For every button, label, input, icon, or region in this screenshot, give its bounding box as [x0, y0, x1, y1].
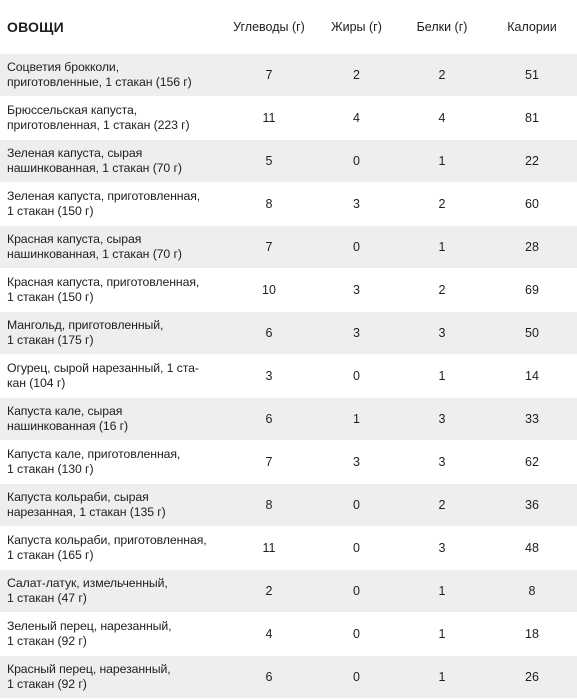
- vegetable-name-cell: Капуста кале, приготовленная, 1 стакан (130 г): [7, 447, 181, 476]
- table-row: [0, 355, 577, 398]
- vegetable-name-cell: Зеленая капуста, сырая нашинкованная, 1 стакан (70 г): [7, 146, 182, 175]
- protein-cell: 3: [438, 412, 446, 426]
- protein-cell: 1: [438, 240, 446, 254]
- fat-cell: 1: [353, 412, 360, 426]
- fat-cell: 4: [353, 111, 360, 125]
- vegetable-name-cell: Капуста кольраби, сырая нарезанная, 1 стакан (135 г): [7, 490, 166, 519]
- fat-cell: 0: [353, 541, 360, 555]
- carbs-cell: 6: [265, 412, 273, 426]
- table-row: [0, 312, 577, 355]
- calories-cell: 28: [525, 240, 539, 254]
- header-carbs: Углеводы (г): [233, 20, 305, 34]
- protein-cell: 2: [438, 68, 446, 82]
- calories-cell: 33: [525, 412, 539, 426]
- carbs-cell: 11: [262, 111, 276, 125]
- table-row: [0, 183, 577, 226]
- vegetable-name-cell: Красная капуста, приготовленная, 1 стакан (150 г): [7, 275, 200, 304]
- fat-cell: 3: [353, 283, 360, 297]
- protein-cell: 3: [438, 541, 446, 555]
- table-header: [0, 0, 577, 54]
- header-vegetables: ОВОЩИ: [7, 19, 64, 35]
- calories-cell: 62: [525, 455, 539, 469]
- vegetable-name-cell: Мангольд, приготовленный, 1 стакан (175 г): [7, 318, 164, 347]
- fat-cell: 3: [353, 197, 360, 211]
- table-row: [0, 570, 577, 613]
- calories-cell: 60: [525, 197, 539, 211]
- table-row: [0, 398, 577, 441]
- fat-cell: 0: [353, 670, 360, 684]
- fat-cell: 0: [353, 584, 360, 598]
- protein-cell: 2: [438, 498, 446, 512]
- protein-cell: 1: [438, 154, 446, 168]
- table-row: [0, 527, 577, 570]
- vegetable-name-cell: Соцветия брокколи, приготовленные, 1 стакан (156 г): [7, 60, 192, 89]
- protein-cell: 1: [438, 584, 446, 598]
- protein-cell: 2: [438, 197, 446, 211]
- carbs-cell: 7: [265, 240, 273, 254]
- calories-cell: 48: [525, 541, 539, 555]
- header-protein: Белки (г): [416, 20, 468, 34]
- vegetable-name-cell: Капуста кольраби, приготовленная, 1 стакан (165 г): [7, 533, 207, 562]
- fat-cell: 0: [353, 154, 360, 168]
- fat-cell: 3: [353, 326, 360, 340]
- table-row: [0, 441, 577, 484]
- vegetable-name-cell: Зеленая капуста, приготовленная, 1 стакан (150 г): [7, 189, 201, 218]
- protein-cell: 4: [438, 111, 446, 125]
- carbs-cell: 6: [265, 326, 273, 340]
- calories-cell: 22: [525, 154, 539, 168]
- table-row: [0, 656, 577, 699]
- table-row: [0, 54, 577, 97]
- carbs-cell: 6: [265, 670, 273, 684]
- carbs-cell: 7: [265, 68, 273, 82]
- fat-cell: 0: [353, 498, 360, 512]
- vegetable-name-cell: Брюссельская капуста, приготовленная, 1 стакан (223 г): [7, 103, 190, 132]
- header-fat: Жиры (г): [331, 20, 382, 34]
- vegetable-name-cell: Салат-латук, измельченный, 1 стакан (47 г): [7, 576, 168, 605]
- protein-cell: 3: [438, 326, 446, 340]
- table-row: [0, 613, 577, 656]
- carbs-cell: 2: [265, 584, 273, 598]
- fat-cell: 0: [353, 369, 360, 383]
- protein-cell: 3: [438, 455, 446, 469]
- carbs-cell: 8: [265, 197, 273, 211]
- fat-cell: 3: [353, 455, 360, 469]
- protein-cell: 1: [438, 627, 446, 641]
- table-row: [0, 140, 577, 183]
- table-row: [0, 97, 577, 140]
- table-body: [0, 54, 577, 699]
- calories-cell: 50: [525, 326, 539, 340]
- fat-cell: 2: [353, 68, 360, 82]
- calories-cell: 51: [525, 68, 539, 82]
- protein-cell: 1: [438, 670, 446, 684]
- calories-cell: 8: [528, 584, 536, 598]
- carbs-cell: 3: [265, 369, 273, 383]
- calories-cell: 18: [525, 627, 539, 641]
- carbs-cell: 4: [265, 627, 273, 641]
- vegetable-name-cell: Красная капуста, сырая нашинкованная, 1 стакан (70 г): [7, 232, 182, 261]
- table-row: [0, 484, 577, 527]
- calories-cell: 14: [525, 369, 539, 383]
- carbs-cell: 8: [265, 498, 273, 512]
- protein-cell: 1: [438, 369, 446, 383]
- fat-cell: 0: [353, 627, 360, 641]
- vegetable-name-cell: Капуста кале, сырая нашинкованная (16 г): [7, 404, 129, 433]
- vegetable-name-cell: Огурец, сырой нарезанный, 1 ста- кан (104 г): [7, 361, 199, 390]
- carbs-cell: 10: [262, 283, 276, 297]
- vegetable-name-cell: Красный перец, нарезанный, 1 стакан (92 г): [7, 662, 171, 691]
- calories-cell: 36: [525, 498, 539, 512]
- carbs-cell: 7: [265, 455, 273, 469]
- carbs-cell: 11: [262, 541, 276, 555]
- calories-cell: 69: [525, 283, 539, 297]
- carbs-cell: 5: [265, 154, 273, 168]
- calories-cell: 81: [525, 111, 539, 125]
- table-row: [0, 269, 577, 312]
- header-calories: Калории: [507, 20, 557, 34]
- protein-cell: 2: [438, 283, 446, 297]
- table-row: [0, 226, 577, 269]
- vegetable-name-cell: Зеленый перец, нарезанный, 1 стакан (92 г): [7, 619, 172, 648]
- fat-cell: 0: [353, 240, 360, 254]
- calories-cell: 26: [525, 670, 539, 684]
